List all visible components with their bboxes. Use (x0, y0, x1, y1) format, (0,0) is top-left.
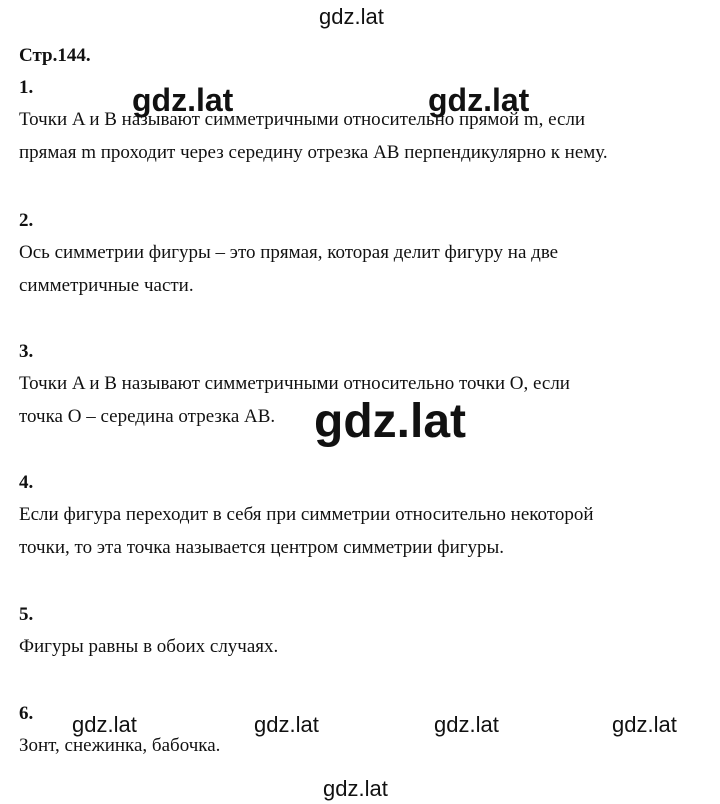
text-line: прямая m проходит через середину отрезка AB перпендикулярно к нему. (19, 142, 608, 163)
section-number: 3. (19, 341, 34, 362)
section-5 (19, 604, 709, 663)
text-line: Ось симметрии фигуры – это прямая, которая делит фигуру на две (19, 242, 559, 263)
section-1 (19, 77, 709, 169)
section-number: 4. (19, 472, 34, 493)
section-2 (19, 210, 709, 302)
section-number: 2. (19, 210, 34, 231)
watermark-bottom: gdz.lat (323, 776, 388, 801)
section-text (19, 498, 709, 564)
section-4 (19, 472, 709, 564)
section-number: 1. (19, 77, 34, 98)
watermark-row-item: gdz.lat (612, 712, 677, 737)
text-line: симметричные части. (19, 275, 194, 296)
watermark-big: gdz.lat (314, 395, 466, 448)
watermark-row-item: gdz.lat (72, 712, 137, 737)
watermark-row-item: gdz.lat (434, 712, 499, 737)
watermark-top: gdz.lat (319, 4, 384, 29)
section-text (19, 630, 709, 663)
text-line: точка O – середина отрезка AB. (19, 406, 276, 427)
watermark-row-item: gdz.lat (254, 712, 319, 737)
watermark-mid-left: gdz.lat (132, 82, 234, 118)
text-line: Точки A и B называют симметричными относительно прямой m, если (19, 109, 586, 130)
section-number: 5. (19, 604, 34, 625)
text-line: Если фигура переходит в себя при симметрии относительно некоторой (19, 504, 594, 525)
section-number: 6. (19, 703, 34, 724)
text-line: Точки A и B называют симметричными относительно точки O, если (19, 373, 570, 394)
section-text (19, 236, 709, 302)
text-line: Фигуры равны в обоих случаях. (19, 636, 279, 657)
text-line: Зонт, снежинка, бабочка. (19, 735, 221, 756)
section-text (19, 103, 709, 169)
page-title: Стр.144. (19, 45, 91, 66)
watermark-mid-right: gdz.lat (428, 82, 530, 118)
text-line: точки, то эта точка называется центром симметрии фигуры. (19, 537, 505, 558)
